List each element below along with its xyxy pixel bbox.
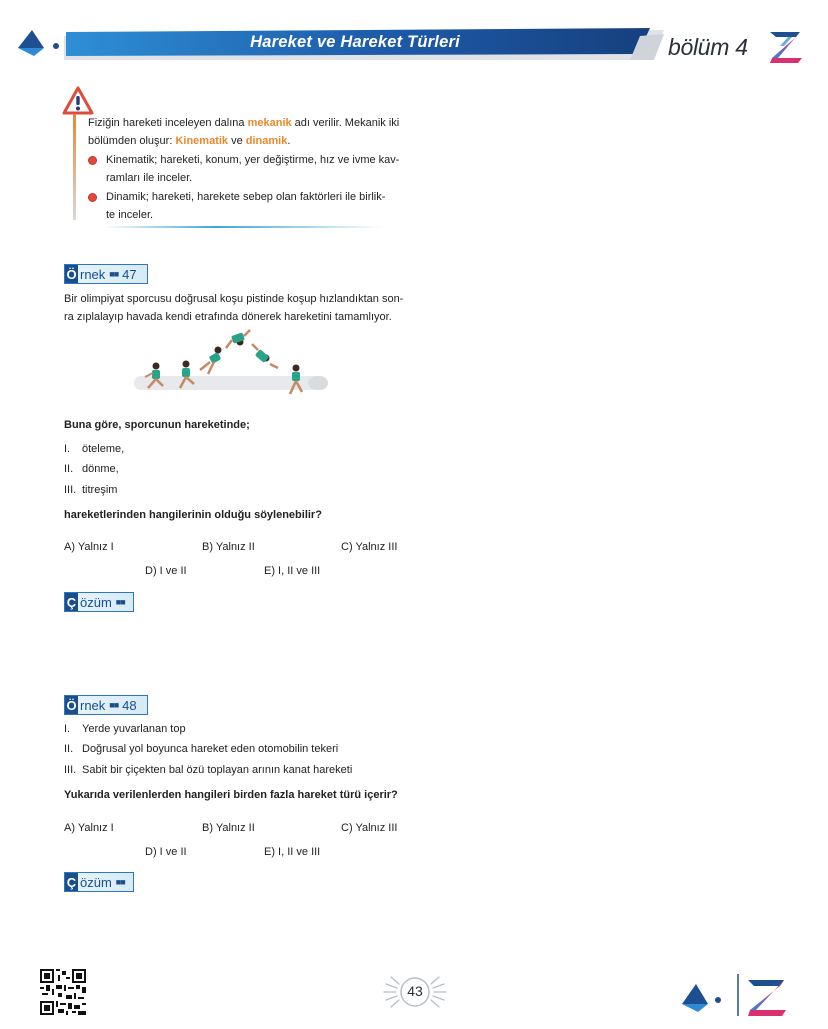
list-item: I. Yerde yuvarlanan top: [64, 723, 186, 735]
bullet-icon: [88, 156, 97, 165]
choice-d[interactable]: D) I ve II: [145, 846, 187, 858]
arrow-logo-icon: [14, 26, 64, 62]
info-divider: [104, 226, 384, 228]
info-bullet-2: Dinamik; hareketi, harekete sebep olan faktörleri ile birlik- te inceler.: [106, 191, 386, 221]
brand-logo-icon: [680, 972, 792, 1016]
info-bullet-1: Kinematik; hareketi, konum, yer değiştirme, hız ve ivme kav- ramları ile inceler.: [106, 154, 400, 184]
athlete-figure: [200, 347, 222, 375]
athlete-illustration: [130, 328, 332, 404]
athlete-figure: [252, 344, 278, 368]
section-label: bölüm 4: [668, 34, 748, 60]
warning-icon: [62, 86, 94, 116]
choice-a[interactable]: A) Yalnız I: [64, 541, 114, 553]
list-item: II. Doğrusal yol boyunca hareket eden otomobilin tekeri: [64, 743, 339, 755]
example-47-text: Bir olimpiyat sporcusu doğrusal koşu pistinde koşup hızlandıktan son- ra zıplalayıp havada kendi etrafında dönerek hareketini tamamlıyor.: [64, 293, 404, 323]
info-intro: Fiziğin hareketi inceleyen dalına mekanik adı verilir. Mekanik iki bölümden oluşur: Kinematik ve dinamik.: [88, 117, 400, 147]
z-logo-icon: [766, 28, 806, 64]
solution-tag: Ç özüm ■■: [64, 592, 134, 612]
qr-code-icon[interactable]: [40, 969, 86, 1015]
choice-d[interactable]: D) I ve II: [145, 565, 187, 577]
page-title: Hareket ve Hareket Türleri: [250, 33, 460, 51]
choice-c[interactable]: C) Yalnız III: [341, 541, 398, 553]
list-item: II. dönme,: [64, 463, 119, 475]
list-item: III. titreşim: [64, 484, 118, 496]
example-48-question: Yukarıda verilenlerden hangileri birden fazla hareket türü içerir?: [64, 789, 398, 801]
solution-tag: Ç özüm ■■: [64, 872, 134, 892]
choice-e[interactable]: E) I, II ve III: [264, 846, 321, 858]
choice-b[interactable]: B) Yalnız II: [202, 822, 255, 834]
athlete-figure: [226, 330, 250, 348]
choice-a[interactable]: A) Yalnız I: [64, 822, 114, 834]
example-48-tag: Ö rnek ■■ 48: [64, 695, 148, 715]
example-47-tag: Ö rnek ■■ 47: [64, 264, 148, 284]
choice-e[interactable]: E) I, II ve III: [264, 565, 321, 577]
example-47-question-2: hareketlerinden hangilerinin olduğu söylenebilir?: [64, 509, 322, 521]
bullet-icon: [88, 193, 97, 202]
list-item: I. öteleme,: [64, 443, 125, 455]
choice-c[interactable]: C) Yalnız III: [341, 822, 398, 834]
example-47-question: Buna göre, sporcunun hareketinde;: [64, 419, 250, 431]
page-number: 43: [407, 983, 423, 999]
info-rule: [73, 114, 76, 220]
choice-b[interactable]: B) Yalnız II: [202, 541, 255, 553]
list-item: III. Sabit bir çiçekten bal özü toplayan arının kanat hareketi: [64, 764, 353, 776]
